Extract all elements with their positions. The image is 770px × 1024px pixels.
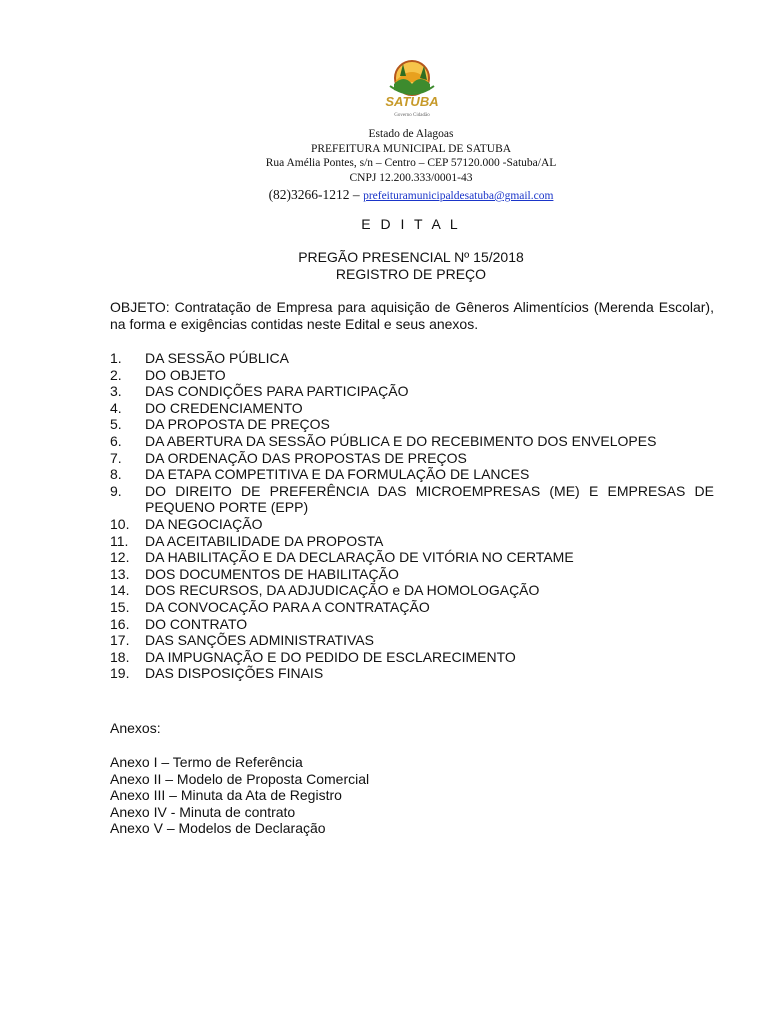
cnpj: CNPJ 12.200.333/0001-43 [349,171,473,184]
toc-item [110,616,714,633]
toc-item-number: 13. [110,565,130,582]
toc-item-number: 9. [110,482,122,499]
logo-subtitle: Governo Cidadão [394,113,430,118]
toc-item-text: DA CONVOCAÇÃO PARA A CONTRATAÇÃO [145,598,430,615]
pregao-number: PREGÃO PRESENCIAL Nº 15/2018 [298,249,524,265]
toc-item-text: DO OBJETO [145,366,226,383]
toc-item-number: 10. [110,515,130,532]
toc-item [110,649,714,666]
toc-item-text: DO CONTRATO [145,615,248,632]
toc-item-number: 5. [110,416,122,433]
anexo-item: Anexo II – Modelo de Proposta Comercial [110,770,370,787]
toc-item-text: DA NEGOCIAÇÃO [145,515,263,532]
registro-preco: REGISTRO DE PREÇO [335,265,487,282]
toc-item-text: DA ETAPA COMPETITIVA E DA FORMULAÇÃO DE LANCES [145,466,530,483]
toc-item-text: DOS RECURSOS, DA ADJUDICAÇÃO e DA HOMOLOGAÇÃO [145,582,540,599]
toc-item-number: 2. [110,366,122,383]
pregao-heading [0,249,770,282]
satuba-logo [376,56,448,122]
address: Rua Amélia Pontes, s/n – Centro – CEP 57120.000 -Satuba/AL [265,157,557,169]
toc-item [110,533,714,550]
toc-item-text: DA ABERTURA DA SESSÃO PÚBLICA E DO RECEBIMENTO DOS ENVELOPES [145,432,657,449]
toc-item-number: 18. [110,648,130,665]
toc-item [110,433,714,450]
toc-item-number: 3. [110,383,122,400]
email-link[interactable]: prefeituramunicipaldesatuba@gmail.com [363,190,554,202]
toc-item [110,367,714,384]
phone: (82)3266-1212 – [268,187,360,202]
toc-item-text: DOS DOCUMENTOS DE HABILITAÇÃO [145,565,399,582]
toc-item-text: DAS CONDIÇÕES PARA PARTICIPAÇÃO [145,383,409,400]
toc-item-number: 7. [110,449,122,466]
logo-wordmark: SATUBA [385,94,439,109]
toc-item [110,582,714,599]
toc-item-number: 15. [110,598,130,615]
toc-item-number: 14. [110,582,130,599]
toc-item-text: DAS DISPOSIÇÕES FINAIS [145,665,324,682]
toc-item [110,665,714,682]
prefeitura-name: PREFEITURA MUNICIPAL DE SATUBA [310,142,512,155]
letterhead [0,127,770,205]
toc-item-text: DA SESSÃO PÚBLICA [145,350,289,366]
toc-item [110,416,714,433]
toc-item [110,383,714,400]
toc-item-text: DO CREDENCIAMENTO [145,399,303,416]
toc-item-text: DA IMPUGNAÇÃO E DO PEDIDO DE ESCLARECIMENTO [145,648,516,665]
toc-item [110,566,714,583]
toc-item [110,599,714,616]
toc-item-text: DA ACEITABILIDADE DA PROPOSTA [145,532,384,549]
toc-item-number: 19. [110,665,130,682]
toc-item-number: 8. [110,466,122,483]
anexo-item: Anexo V – Modelos de Declaração [110,820,326,837]
edital-title: E D I T A L [361,216,461,232]
toc-item-number: 4. [110,399,122,416]
toc-item [110,466,714,483]
toc-item-text: DA ORDENAÇÃO DAS PROPOSTAS DE PREÇOS [145,449,467,466]
anexo-item: Anexo I – Termo de Referência [110,754,303,770]
anexos-list [110,754,369,837]
objeto-paragraph: OBJETO: Contratação de Empresa para aquisição de Gêneros Alimentícios (Merenda Escolar), na forma e exigências contidas neste Edital e seus anexos. [110,299,714,332]
anexo-item: Anexo III – Minuta da Ata de Registro [110,787,342,804]
toc-item [110,400,714,417]
toc-item-text: DA HABILITAÇÃO E DA DECLARAÇÃO DE VITÓRIA NO CERTAME [145,549,574,566]
toc-item-number: 17. [110,632,130,649]
toc-item [110,450,714,467]
toc-item [110,549,714,566]
toc-item-text: DO DIREITO DE PREFERÊNCIA DAS MICROEMPRESAS (ME) E EMPRESAS DE PEQUENO PORTE (EPP) [145,482,714,516]
toc-item-text: DAS SANÇÕES ADMINISTRATIVAS [145,632,374,649]
toc-item [110,350,714,367]
toc-item-number: 1. [110,350,122,366]
toc-item [110,632,714,649]
anexo-item: Anexo IV - Minuta de contrato [110,803,296,820]
contact-line [0,186,770,205]
toc-item [110,483,714,516]
toc-item-text: DA PROPOSTA DE PREÇOS [145,416,330,433]
toc-item [110,516,714,533]
state-name: Estado de Alagoas [368,128,454,140]
toc-item-number: 16. [110,615,130,632]
toc-item-number: 11. [110,532,129,549]
anexos-title: Anexos: [110,720,161,736]
toc-item-number: 6. [110,432,122,449]
table-of-contents [110,350,714,682]
satuba-coat-of-arms-icon [376,56,448,122]
toc-item-number: 12. [110,549,130,566]
